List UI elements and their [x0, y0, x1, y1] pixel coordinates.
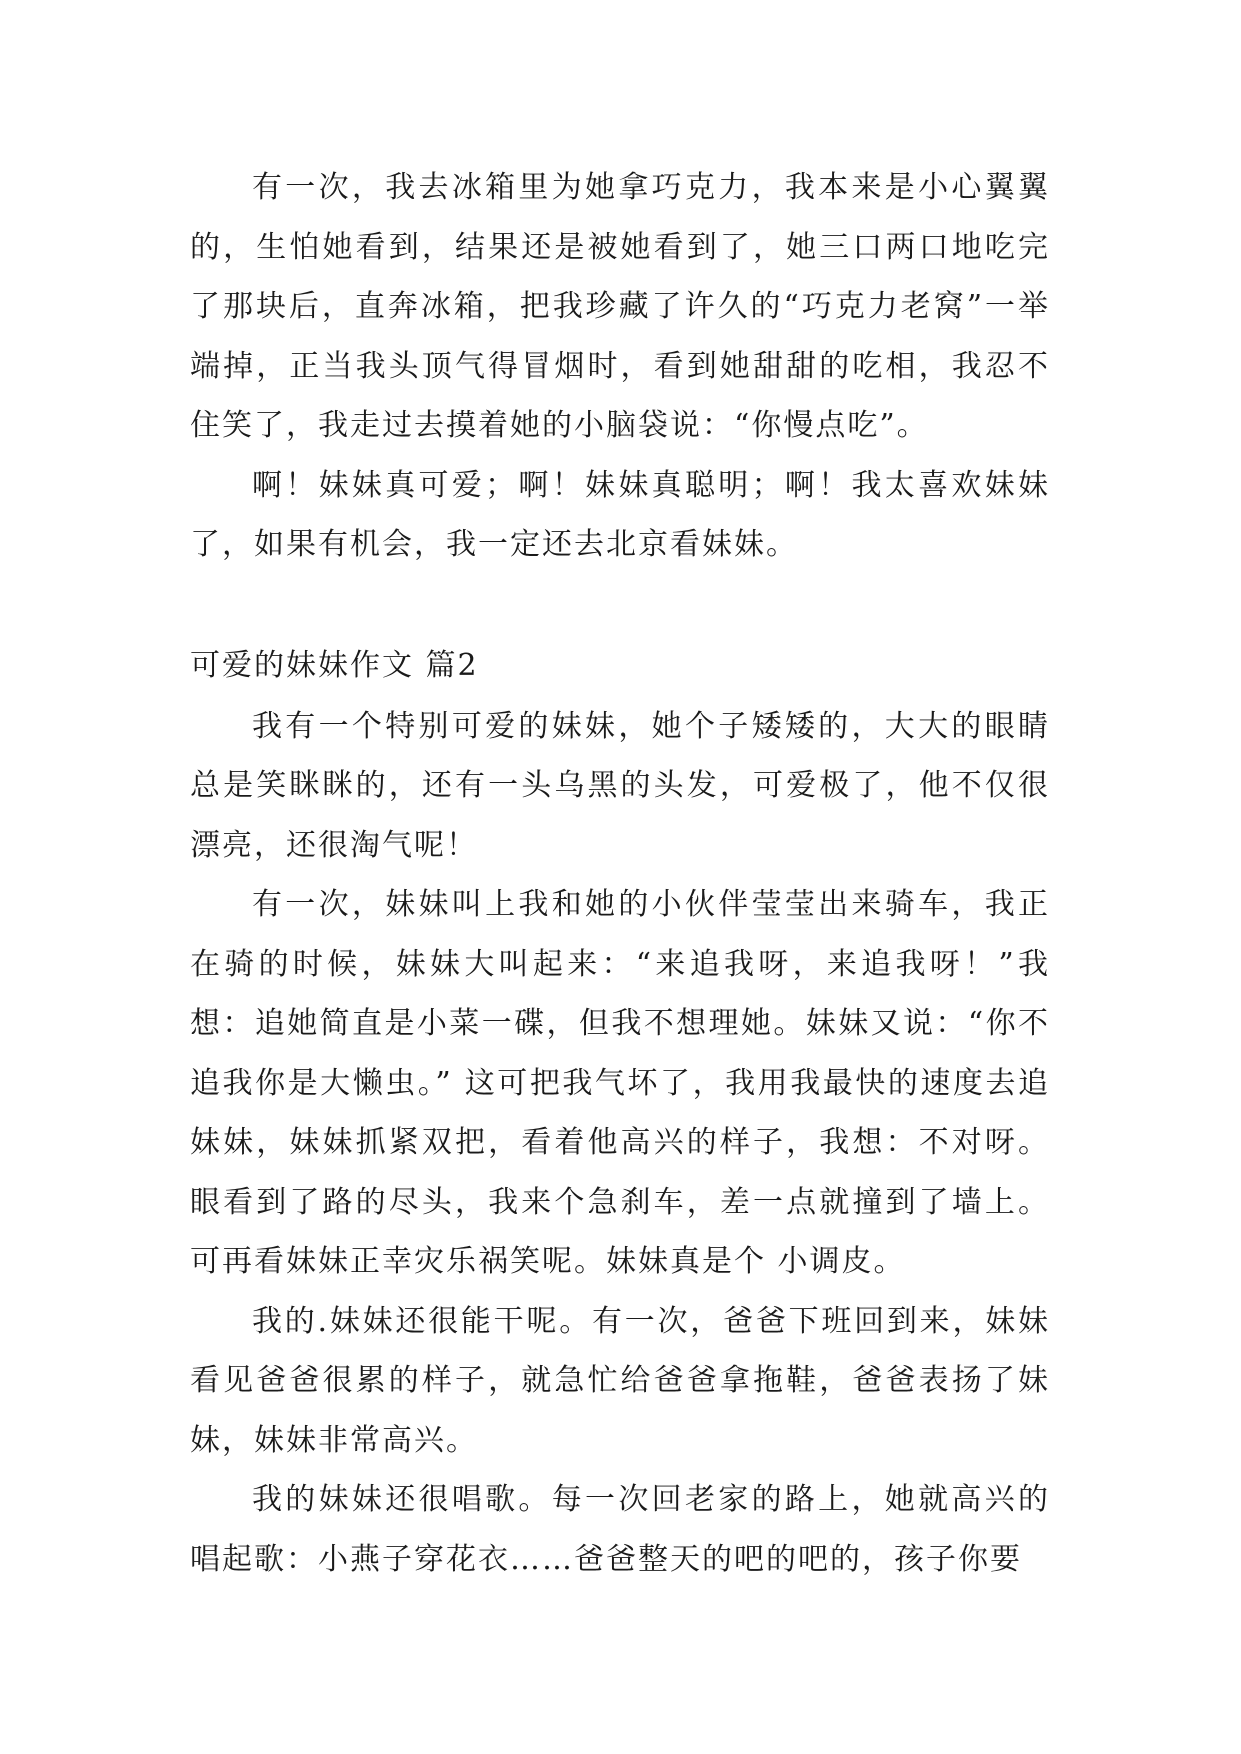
document-body	[190, 158, 1050, 1589]
paragraph: 我的.妹妹还很能干呢。有一次，爸爸下班回到来，妹妹看见爸爸很累的样子，就急忙给爸爸拿拖鞋，爸爸表扬了妹妹，妹妹非常高兴。	[190, 1303, 1050, 1458]
paragraph: 有一次，我去冰箱里为她拿巧克力，我本来是小心翼翼的，生怕她看到，结果还是被她看到了，她三口两口地吃完了那块后，直奔冰箱，把我珍藏了许久的“巧克力老窝”一举端掉，正当我头顶气得冒烟时，看到她甜甜的吃相，我忍不住笑了，我走过去摸着她的小脑袋说：“你慢点吃”。	[190, 170, 1050, 443]
paragraph: 我的妹妹还很唱歌。每一次回老家的路上，她就高兴的唱起歌：小燕子穿花衣……爸爸整天的吧的吧的，孩子你要	[190, 1482, 1050, 1577]
paragraph: 我有一个特别可爱的妹妹，她个子矮矮的，大大的眼睛总是笑眯眯的，还有一头乌黑的头发，可爱极了，他不仅很漂亮，还很淘气呢！	[190, 708, 1050, 863]
section-heading: 可爱的妹妹作文 篇2	[190, 647, 479, 683]
paragraph: 有一次，妹妹叫上我和她的小伙伴莹莹出来骑车，我正在骑的时候，妹妹大叫起来：“来追我呀，来追我呀！”我想：追她简直是小菜一碟，但我不想理她。妹妹又说：“你不追我你是大懒虫。” 这可把我气坏了，我用我最快的速度去追妹妹，妹妹抓紧双把，看着他高兴的样子，我想：不对呀。眼看到了路的尽头，我来个急刹车，差一点就撞到了墙上。可再看妹妹正幸灾乐祸笑呢。妹妹真是个 小调皮。	[190, 887, 1050, 1279]
paragraph: 啊！妹妹真可爱；啊！妹妹真聪明；啊！我太喜欢妹妹了，如果有机会，我一定还去北京看妹妹。	[190, 467, 1050, 562]
